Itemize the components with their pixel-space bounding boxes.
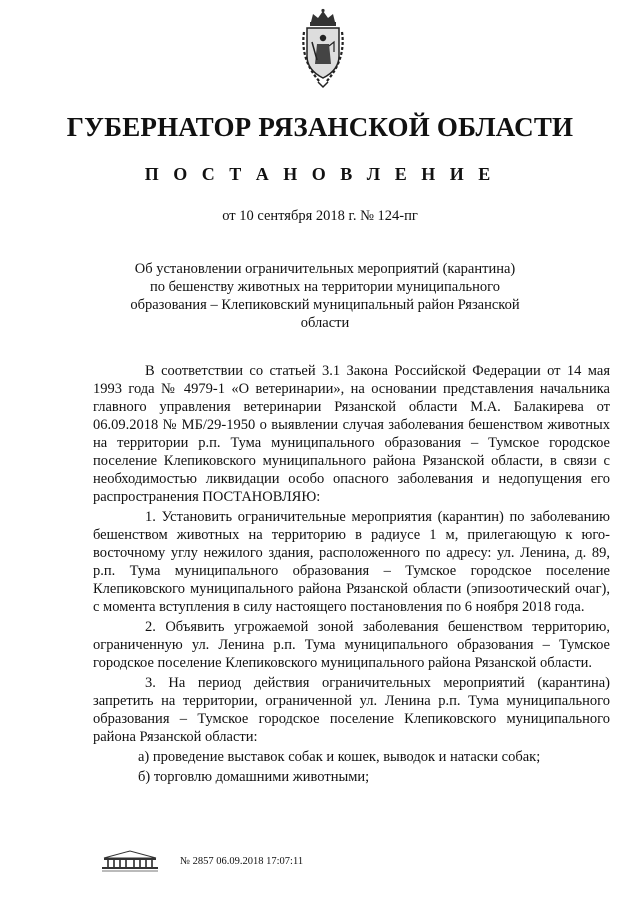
- registration-footer: [96, 848, 396, 874]
- coat-of-arms-icon: [298, 8, 348, 90]
- authority-title: ГУБЕРНАТОР РЯЗАНСКОЙ ОБЛАСТИ: [66, 112, 574, 142]
- document-type: П О С Т А Н О В Л Е Н И Е: [144, 164, 496, 184]
- clause-2: 2. Объявить угрожаемой зоной заболевания бешенством территорию, ограниченную ул. Ленина р.п. Тума муниципального образования – Тумское городское поселение Клепиковского муниципального района Рязанской области.: [93, 619, 610, 671]
- subject-line: по бешенству животных на территории муниципального: [149, 279, 501, 295]
- registration-stamp: № 2857 06.09.2018 17:07:11: [180, 856, 304, 867]
- date-and-number: от 10 сентября 2018 г. № 124-пг: [222, 208, 418, 224]
- clause-3: 3. На период действия ограничительных мероприятий (карантина) запретить на территории, ограниченной ул. Ленина р.п. Тума муниципального образования – Тумское городское поселение Клепиковского муниципального района Рязанской области:: [93, 675, 610, 745]
- document-body: [93, 362, 610, 786]
- preamble-paragraph: В соответствии со статьей 3.1 Закона Российской Федерации от 14 мая 1993 года № 4979-1 «О ветеринарии», на основании представления начальника главного управления ветеринарии Рязанской области М.А. Балакирева от 06.09.2018 № МБ/29-1950 о выявлении случая заболевания бешенством животных на территории р.п. Тума муниципального образования – Тумское городское поселение Клепиковского муниципального района Рязанской области, в связи с необходимостью ликвидации особо опасного заболевания и недопущения его распространения ПОСТАНОВЛЯЮ:: [93, 363, 610, 505]
- subject-line: образования – Клепиковский муниципальный район Рязанской области: [130, 297, 520, 331]
- government-building-logo-icon: [96, 848, 164, 872]
- clause-3a: а) проведение выставок собак и кошек, выводок и натаски собак;: [138, 749, 541, 765]
- subject-line: Об установлении ограничительных мероприятий (карантина): [134, 261, 516, 277]
- clause-3b: б) торговлю домашними животными;: [138, 769, 370, 785]
- clause-1: 1. Установить ограничительные мероприятия (карантин) по заболеванию бешенством животных на территорию в радиусе 1 м, прилегающую к юго-восточному углу нежилого здания, расположенного по адресу: ул. Ленина, д. 89, р.п. Тума муниципального образования – Тумское городское поселение Клепиковского муниципального района Рязанской области (эпизоотический очаг), с момента вступления в силу настоящего постановления по 6 ноября 2018 года.: [93, 509, 610, 615]
- document-subject: [110, 260, 540, 332]
